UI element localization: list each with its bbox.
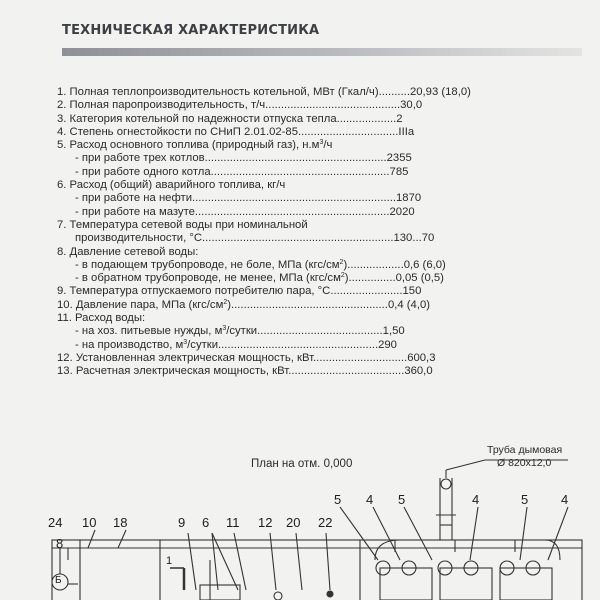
callout-20: 20 xyxy=(286,515,301,530)
callout-6: 6 xyxy=(202,515,210,530)
spec-text: 7. Температура сетевой воды при номинальной xyxy=(57,218,308,231)
plan-title: План на отм. 0,000 xyxy=(251,458,353,470)
callout-4: 4 xyxy=(472,492,480,507)
spec-text: 3. Категория котельной по надежности отпуска тепла...................2 xyxy=(57,112,403,125)
spec-superscript: 3 xyxy=(319,139,324,147)
axis-label: Б xyxy=(55,575,62,586)
spec-text: - в подающем трубопроводе, не боле, МПа (кгс/см xyxy=(75,258,340,271)
spec-superscript: 3 xyxy=(222,325,227,333)
callout-18: 18 xyxy=(113,515,128,530)
callout-4: 4 xyxy=(561,492,569,507)
spec-text: 4. Степень огнестойкости по СНиП 2.01.02-85................................IIIa xyxy=(57,125,415,138)
spec-text: - на хоз. питьевые нужды, м xyxy=(75,325,223,338)
callout-5: 5 xyxy=(521,492,529,507)
spec-text: 9. Температура отпускаемого потребителю пара, °С.......................150 xyxy=(57,285,422,298)
spec-superscript: 2 xyxy=(340,272,345,280)
spec-text-tail: /сутки........................................1,50 xyxy=(226,325,405,338)
spec-superscript: 2 xyxy=(223,298,228,306)
spec-text: - при работе одного котла.........................................................785 xyxy=(75,165,409,178)
plan-building-outline xyxy=(52,540,582,600)
spec-text: 6. Расход (общий) аварийного топлива, кг/ч xyxy=(57,179,286,192)
spec-text-tail: )..................0,6 (6,0) xyxy=(343,258,446,271)
section-heading: ТЕХНИЧЕСКАЯ ХАРАКТЕРИСТИКА xyxy=(62,23,320,38)
spec-text-tail: )...............0,05 (0,5) xyxy=(344,272,444,285)
callout-12: 12 xyxy=(258,515,273,530)
spec-text: - при работе трех котлов..........................................................2355 xyxy=(75,152,412,165)
chimney-dimension: Ø 820х12,0 xyxy=(497,457,552,469)
spec-text-tail: )..................................................0,4 (4,0) xyxy=(227,298,431,311)
callout-5: 5 xyxy=(334,492,342,507)
spec-text: - при работе на мазуте..............................................................2020 xyxy=(75,205,415,218)
section-mark: 1 xyxy=(166,555,173,567)
spec-text: 8. Давление сетевой воды: xyxy=(57,245,199,258)
callout-5: 5 xyxy=(398,492,406,507)
chimney-label: Труба дымовая xyxy=(487,444,563,456)
spec-text: 1. Полная теплопроизводительность котельной, МВт (Гкал/ч)..........20,93 (18,0) xyxy=(57,86,471,98)
spec-text-tail: /ч xyxy=(323,139,333,152)
callout-8: 8 xyxy=(56,536,64,551)
spec-text: - в обратном трубопроводе, не менее, МПа (кгс/см xyxy=(75,272,341,285)
spec-text: 2. Полная паропроизводительность, т/ч...........................................30,0 xyxy=(57,99,423,112)
callout-9: 9 xyxy=(178,515,186,530)
spec-text: производительности, °С.............................................................130...70 xyxy=(75,232,435,245)
spec-superscript: 2 xyxy=(339,258,344,266)
callout-24: 24 xyxy=(48,515,63,530)
spec-text: - при работе на нефти.................................................................1870 xyxy=(75,192,422,205)
spec-text: - на производство, м xyxy=(75,338,184,351)
spec-text: 13. Расчетная электрическая мощность, кВт.....................................360,0 xyxy=(57,365,433,378)
callout-10: 10 xyxy=(82,515,97,530)
spec-text: 12. Установленная электрическая мощность, кВт..............................600,3 xyxy=(57,351,436,364)
callout-4: 4 xyxy=(366,492,374,507)
spec-text: 11. Расход воды: xyxy=(57,312,146,325)
spec-text-tail: /сутки...................................................290 xyxy=(187,338,397,351)
spec-text: 10. Давление пара, МПа (кгс/см xyxy=(57,298,224,311)
spec-superscript: 3 xyxy=(183,338,188,346)
callout-11: 11 xyxy=(226,515,240,530)
callout-22: 22 xyxy=(318,515,333,530)
spec-text: 5. Расход основного топлива (природный газ), н.м xyxy=(57,139,320,152)
